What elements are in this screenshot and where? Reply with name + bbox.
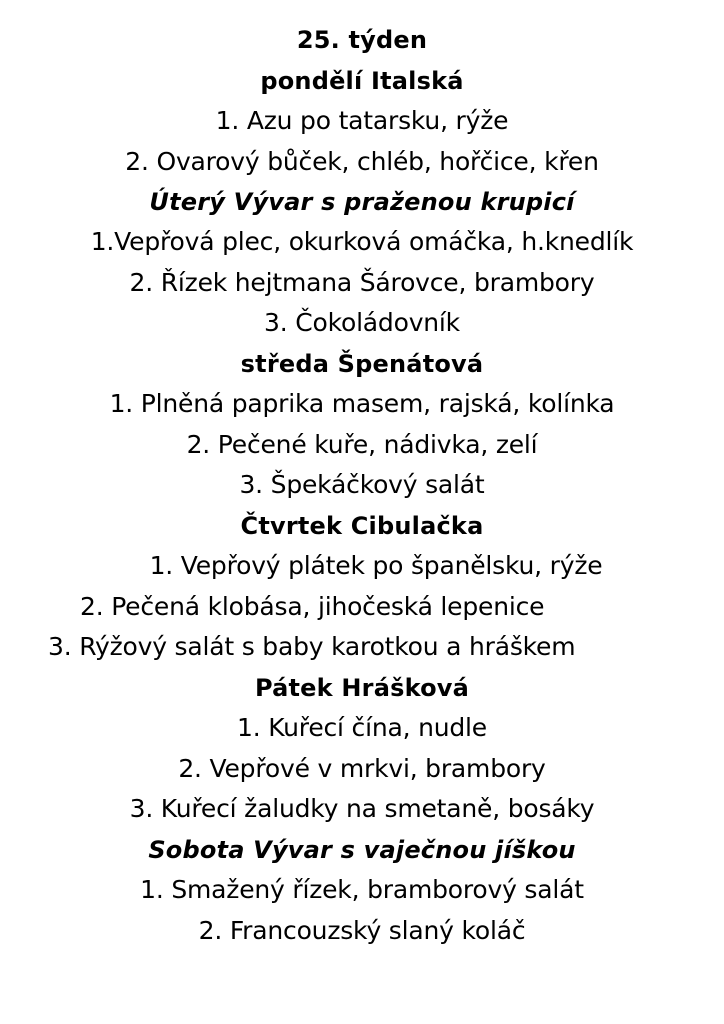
day-heading-tuesday: Úterý Vývar s praženou krupicí: [149, 188, 575, 216]
menu-item: 1.Vepřová plec, okurková omáčka, h.knedlík: [90, 227, 634, 256]
day-heading-wednesday: středa Špenátová: [240, 350, 484, 378]
day-heading-friday: Pátek Hrášková: [254, 674, 470, 702]
menu-item: 2. Pečené kuře, nádivka, zelí: [186, 430, 538, 459]
menu-item: 2. Pečená klobása, jihočeská lepenice: [80, 592, 545, 621]
menu-item: 2. Ovarový bůček, chléb, hořčice, křen: [125, 147, 599, 176]
menu-item: 2. Francouzský slaný koláč: [198, 916, 526, 945]
menu-item: 1. Azu po tatarsku, rýže: [215, 106, 509, 135]
menu-item: 3. Čokoládovník: [264, 308, 460, 337]
menu-item: 1. Kuřecí čína, nudle: [237, 713, 487, 742]
menu-item: 3. Rýžový salát s baby karotkou a hráškem: [48, 632, 576, 661]
menu-item: 1. Smažený řízek, bramborový salát: [140, 875, 584, 904]
menu-item: 2. Řízek hejtmana Šárovce, brambory: [129, 268, 595, 297]
day-heading-saturday: Sobota Vývar s vaječnou jíškou: [148, 836, 576, 864]
menu-item: 1. Plněná paprika masem, rajská, kolínka: [109, 389, 615, 418]
menu-item: 3. Kuřecí žaludky na smetaně, bosáky: [129, 794, 595, 823]
menu-item: 1. Vepřový plátek po španělsku, rýže: [149, 551, 603, 580]
day-heading-monday: pondělí Italská: [260, 67, 464, 95]
menu-item: 3. Špekáčkový salát: [239, 470, 485, 499]
menu-item: 2. Vepřové v mrkvi, brambory: [178, 754, 546, 783]
day-heading-thursday: Čtvrtek Cibulačka: [240, 512, 484, 540]
week-title: 25. týden: [296, 26, 428, 54]
